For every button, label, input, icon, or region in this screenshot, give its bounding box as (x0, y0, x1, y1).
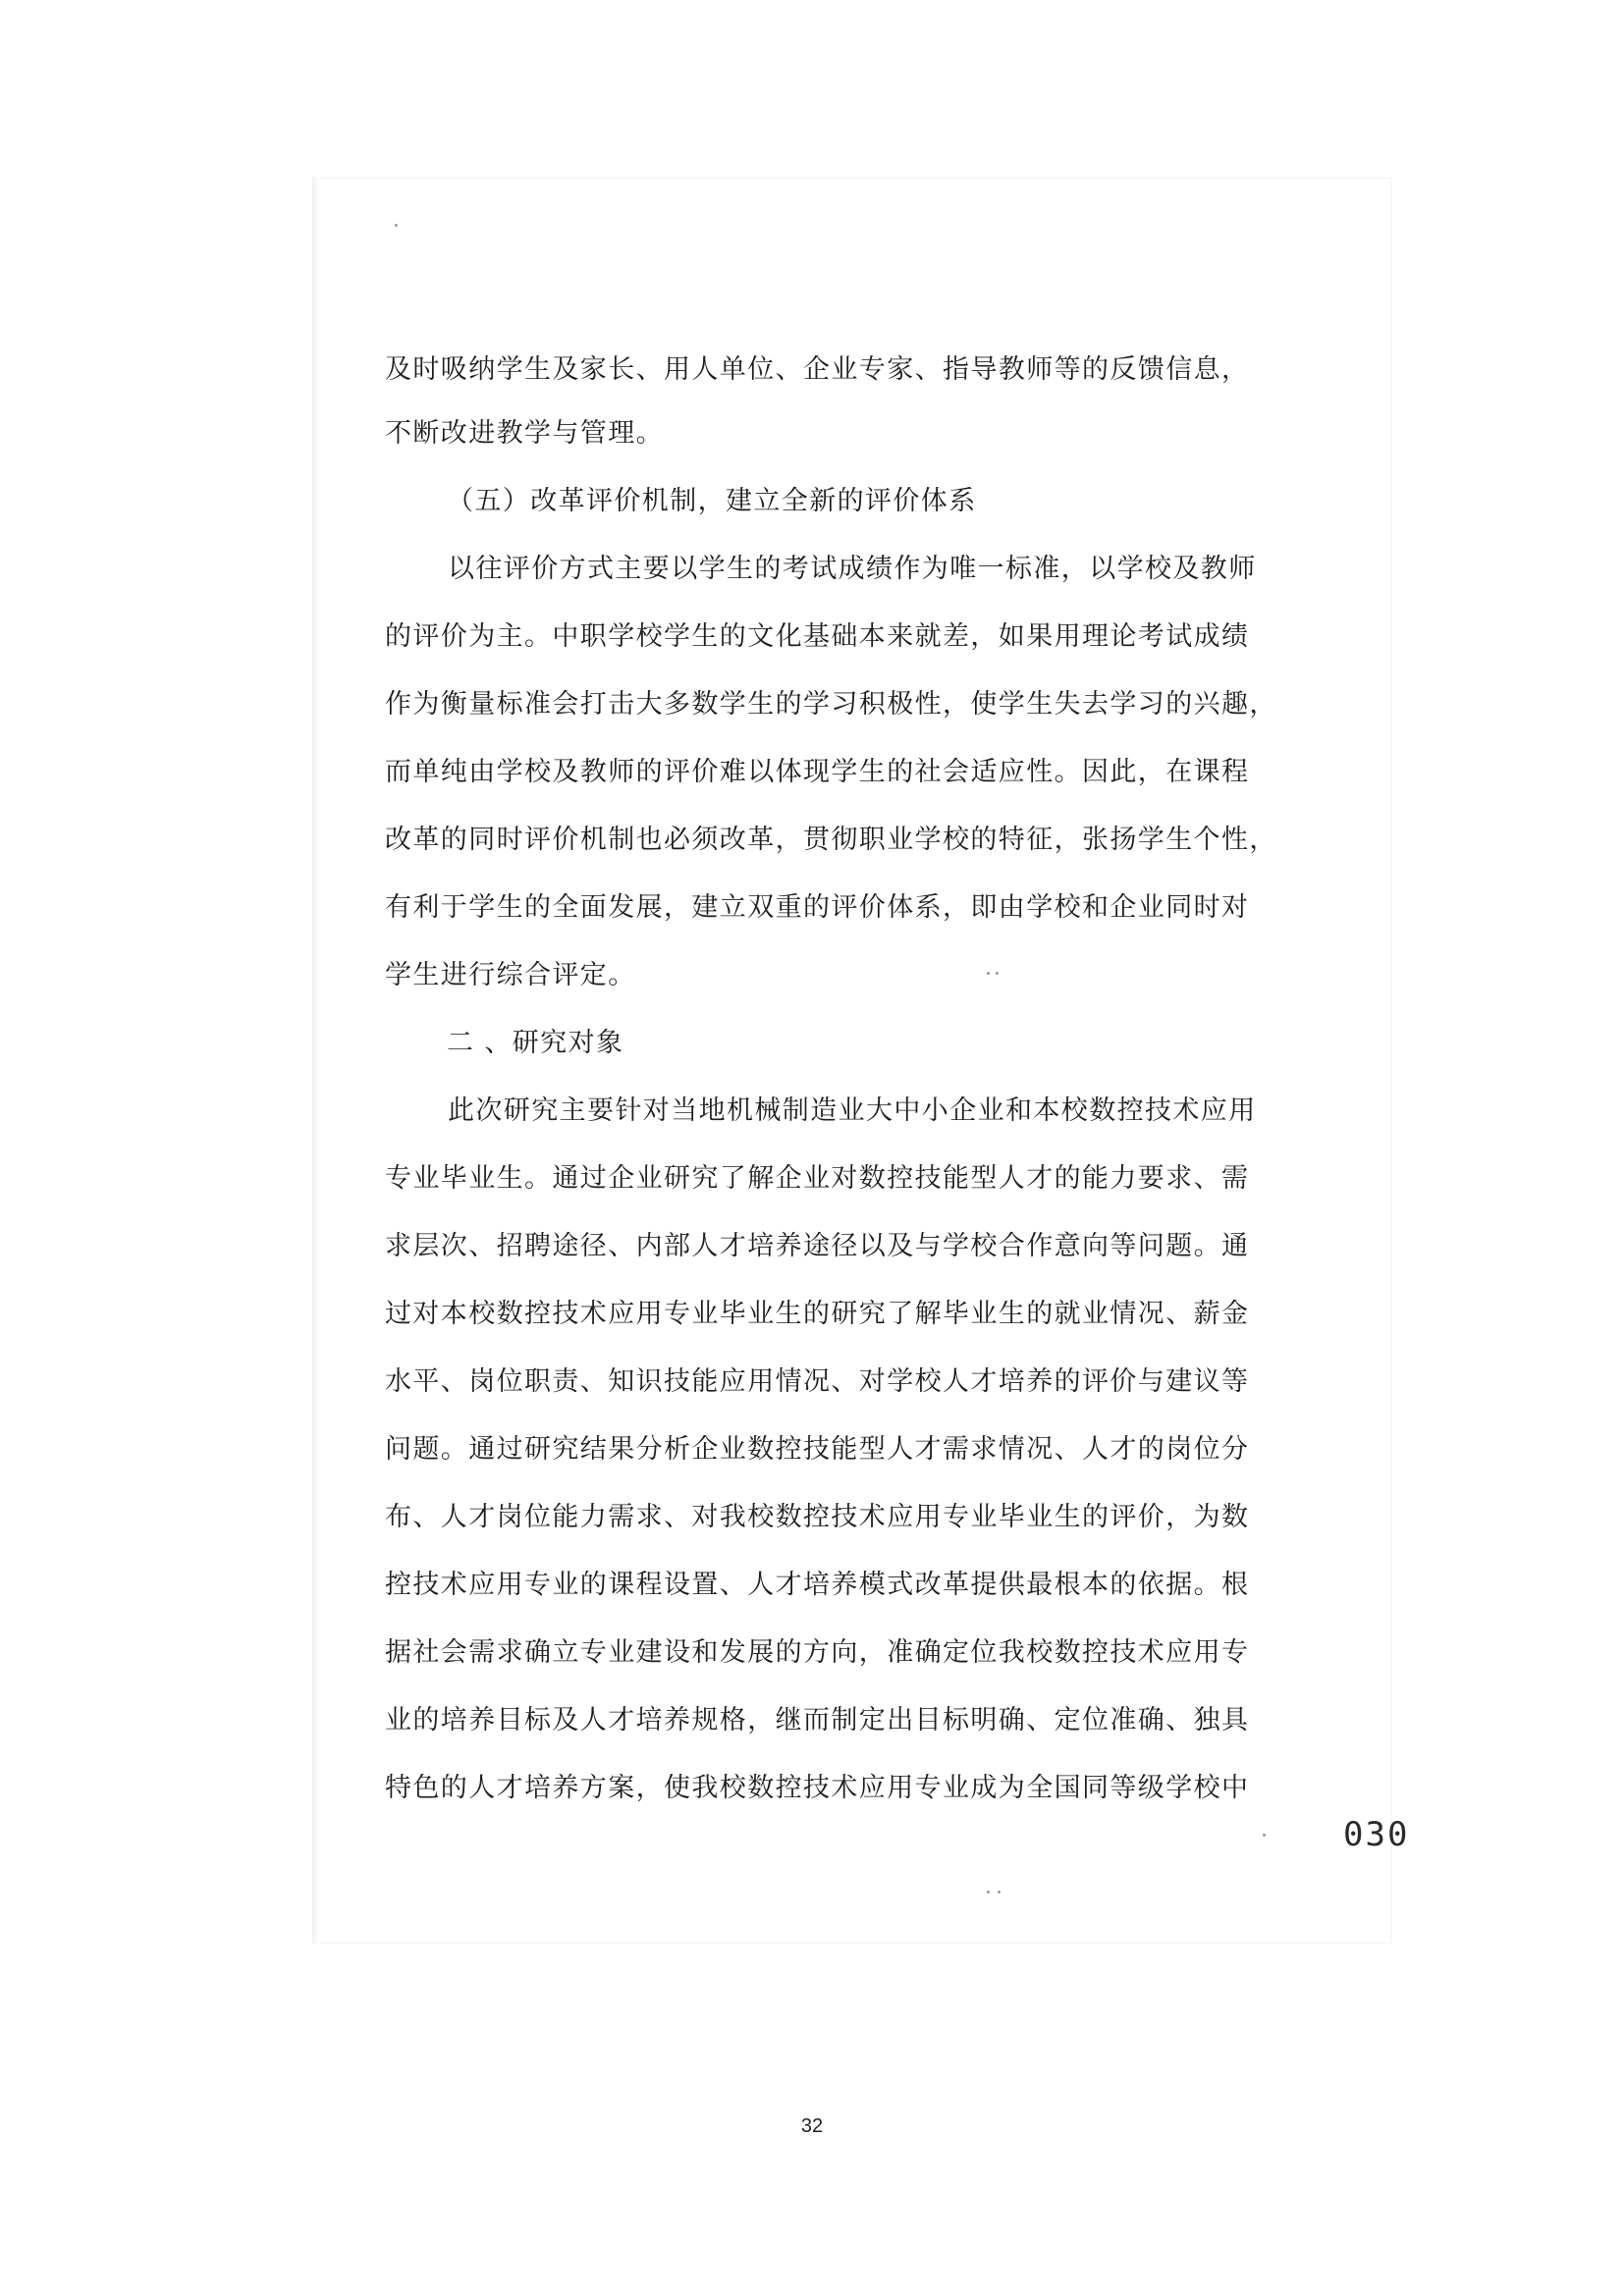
section-heading-5: （五）改革评价机制，建立全新的评价体系 (447, 486, 977, 516)
scan-speck (987, 972, 990, 975)
scan-speck (998, 1891, 1001, 1894)
section-heading-2: 二 、研究对象 (447, 1028, 624, 1058)
body-text-line: 过对本校数控技术应用专业毕业生的研究了解毕业生的就业情况、薪金 (385, 1299, 1250, 1329)
body-text-line: 学生进行综合评定。 (385, 960, 636, 990)
body-text-line: 以往评价方式主要以学生的考试成绩作为唯一标准，以学校及教师 (448, 554, 1257, 584)
body-text-line: 专业毕业生。通过企业研究了解企业对数控技能型人才的能力要求、需 (385, 1163, 1250, 1194)
body-text-line: 的评价为主。中职学校学生的文化基础本来就差，如果用理论考试成绩 (385, 621, 1250, 652)
scan-speck (987, 1891, 990, 1894)
body-text-line: 及时吸纳学生及家长、用人单位、企业专家、指导教师等的反馈信息， (385, 354, 1250, 385)
footer-page-number: 32 (800, 2115, 824, 2137)
body-text-line: 不断改进教学与管理。 (385, 418, 664, 449)
body-text-line: 业的培养目标及人才培养规格，继而制定出目标明确、定位准确、独具 (385, 1705, 1250, 1735)
scan-edge-shadow (312, 177, 320, 1944)
body-text-line: 特色的人才培养方案，使我校数控技术应用专业成为全国同等级学校中 (385, 1773, 1250, 1803)
scan-speck (1263, 1834, 1266, 1837)
body-text-line: 水平、岗位职责、知识技能应用情况、对学校人才培养的评价与建议等 (385, 1366, 1250, 1397)
body-text-line: 求层次、招聘途径、内部人才培养途径以及与学校合作意向等问题。通 (385, 1231, 1250, 1261)
body-text-line: 而单纯由学校及教师的评价难以体现学生的社会适应性。因此，在课程 (385, 757, 1250, 787)
body-text-line: 据社会需求确立专业建设和发展的方向，准确定位我校数控技术应用专 (385, 1637, 1250, 1668)
scan-speck (395, 224, 398, 227)
scan-page-number: 030 (1343, 1815, 1410, 1854)
body-text-line: 作为衡量标准会打击大多数学生的学习积极性，使学生失去学习的兴趣， (385, 689, 1277, 720)
body-text-line: 改革的同时评价机制也必须改革，贯彻职业学校的特征，张扬学生个性， (385, 825, 1277, 855)
body-text-line: 问题。通过研究结果分析企业数控技能型人才需求情况、人才的岗位分 (385, 1434, 1250, 1465)
body-text-line: 此次研究主要针对当地机械制造业大中小企业和本校数控技术应用 (448, 1095, 1257, 1126)
body-text-line: 控技术应用专业的课程设置、人才培养模式改革提供最根本的依据。根 (385, 1570, 1250, 1600)
body-text-line: 布、人才岗位能力需求、对我校数控技术应用专业毕业生的评价，为数 (385, 1502, 1250, 1532)
scan-speck (996, 972, 999, 975)
body-text-line: 有利于学生的全面发展，建立双重的评价体系，即由学校和企业同时对 (385, 892, 1250, 923)
